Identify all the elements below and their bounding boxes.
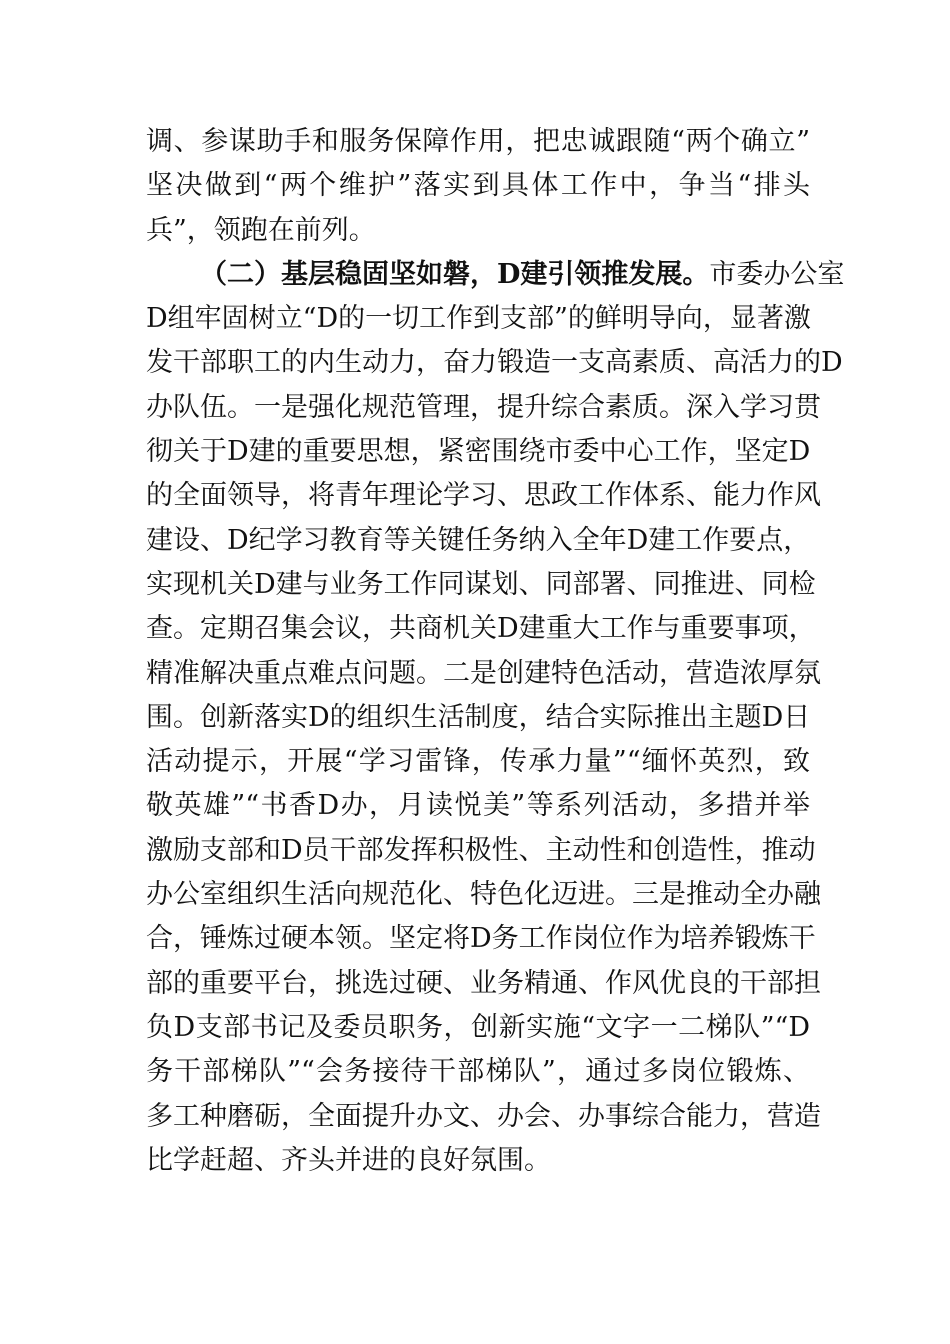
text-line: 坚决做到“两个维护”落实到具体工作中，争当“排头 [146, 170, 810, 202]
text-line [146, 253, 845, 297]
text-line: 围。创新落实D的组织生活制度，结合实际推出主题D日 [146, 701, 811, 733]
text-line: 多工种磨砺，全面提升办文、办会、办事综合能力，营造 [146, 1100, 821, 1132]
text-line: 的全面领导，将青年理论学习、思政工作体系、能力作风 [146, 480, 821, 512]
text-line: 发干部职工的内生动力，奋力锻造一支高素质、高活力的D [146, 347, 843, 379]
text-line: 查。定期召集会议，共商机关D建重大工作与重要事项， [146, 613, 816, 645]
paragraph-2 [146, 253, 845, 1183]
text-line: D组牢固树立“D的一切工作到支部”的鲜明导向，显著激 [146, 303, 811, 335]
text-line: 办公室组织生活向规范化、特色化迈进。三是推动全办融 [146, 879, 821, 911]
text-line: 兵”，领跑在前列。 [146, 214, 376, 246]
text-line: 部的重要平台，挑选过硬、业务精通、作风优良的干部担 [146, 967, 821, 999]
text-line: 建设、D纪学习教育等关键任务纳入全年D建工作要点， [146, 524, 811, 556]
section-heading: （二）基层稳固坚如磐，D建引领推发展。 [200, 258, 710, 290]
text-line: 务干部梯队”“会务接待干部梯队”，通过多岗位锻炼、 [146, 1056, 810, 1088]
paragraph-1 [146, 120, 810, 253]
text-line: 实现机关D建与业务工作同谋划、同部署、同推进、同检 [146, 568, 816, 600]
text-line: 活动提示，开展“学习雷锋，传承力量”“缅怀英烈，致 [146, 746, 810, 778]
text-line: 激励支部和D员干部发挥积极性、主动性和创造性，推动 [146, 834, 816, 866]
text-line: 办队伍。一是强化规范管理，提升综合素质。深入学习贯 [146, 391, 821, 423]
text-line: 彻关于D建的重要思想，紧密围绕市委中心工作，坚定D [146, 436, 811, 468]
heading-line-rest: 市委办公室 [709, 258, 845, 290]
text-line: 精准解决重点难点问题。二是创建特色活动，营造浓厚氛 [146, 657, 821, 689]
text-line: 合，锤炼过硬本领。坚定将D务工作岗位作为培养锻炼干 [146, 923, 816, 955]
text-line: 调、参谋助手和服务保障作用，把忠诚跟随“两个确立” [146, 126, 810, 157]
text-line: 敬英雄”“书香D办，月读悦美”等系列活动，多措并举 [146, 790, 810, 822]
text-line: 比学赶超、齐头并进的良好氛围。 [146, 1144, 551, 1176]
text-line: 负D支部书记及委员职务，创新实施“文字一二梯队”“D [146, 1011, 810, 1043]
document-body [146, 120, 845, 1183]
